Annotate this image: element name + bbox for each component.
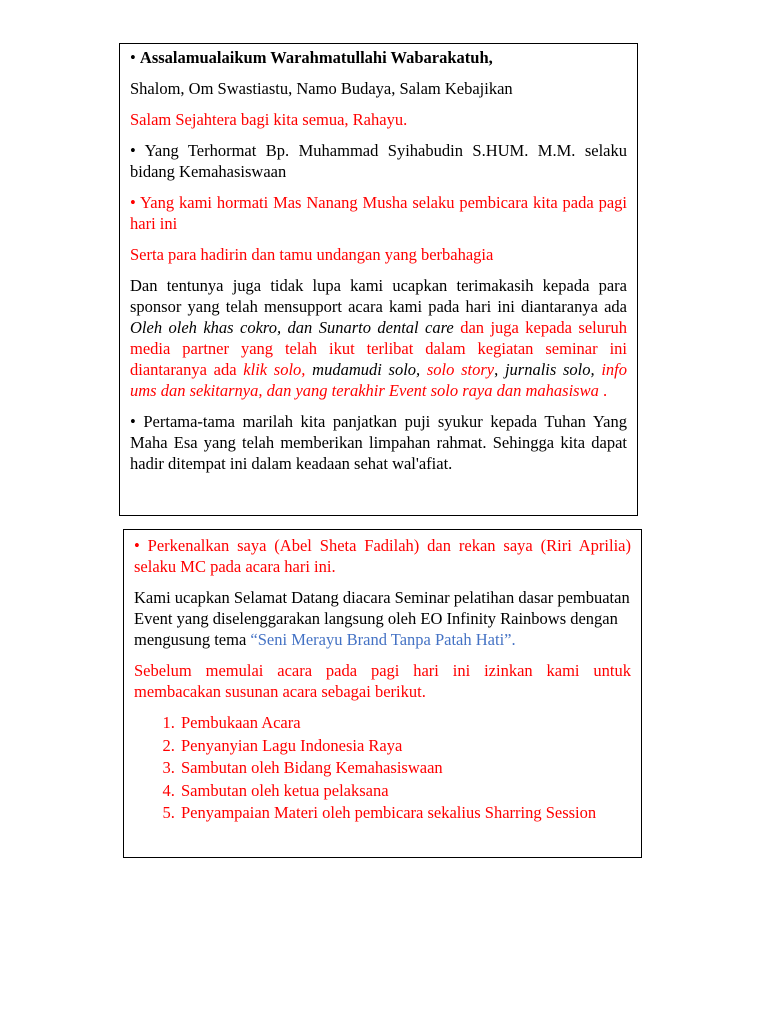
media-partner-klik-solo: klik solo,	[243, 360, 306, 379]
agenda-item: 1. Pembukaan Acara	[179, 712, 631, 733]
slide-box-greetings	[119, 43, 638, 516]
greeting-opening: • Assalamualaikum Warahmatullahi Wabarakatuh,	[130, 48, 493, 67]
greeting-opening-text: Assalamualaikum Warahmatullahi Wabarakatuh,	[139, 48, 493, 67]
media-partner-jurnalis-solo: jurnalis solo,	[504, 360, 595, 379]
gratitude-paragraph: • Pertama-tama marilah kita panjatkan puji syukur kepada Tuhan Yang Maha Esa yang telah memberikan limpahan rahmat. Sehingga kita dapat hadir ditempat ini dalam keadaan sehat wal'afiat.	[130, 412, 627, 473]
event-theme: “Seni Merayu Brand Tanpa Patah Hati”.	[250, 630, 516, 649]
agenda-intro: Sebelum memulai acara pada pagi hari ini izinkan kami untuk membacakan susunan acara sebagai berikut.	[134, 661, 631, 701]
honored-guest-line: • Yang Terhormat Bp. Muhammad Syihabudin S.HUM. M.M. selaku bidang Kemahasiswaan	[130, 141, 627, 181]
sponsor-names: Oleh oleh khas cokro, dan Sunarto dental care	[130, 318, 454, 337]
audience-line: Serta para hadirin dan tamu undangan yang berbahagia	[130, 245, 494, 264]
agenda-item: 4. Sambutan oleh ketua pelaksana	[179, 780, 631, 801]
media-partner-others: info ums dan sekitarnya, dan yang terakhir Event solo raya dan mahasiswa	[130, 360, 628, 400]
media-partner-mudamudi: mudamudi solo,	[305, 360, 421, 379]
greeting-interfaith: Shalom, Om Swastiastu, Namo Budaya, Salam Kebajikan	[130, 79, 513, 98]
media-partner-solo-story: solo story	[420, 360, 495, 379]
speaker-line: • Yang kami hormati Mas Nanang Musha selaku pembicara kita pada pagi hari ini	[130, 193, 627, 233]
sponsor-paragraph: Dan tentunya juga tidak lupa kami ucapkan terimakasih kepada para sponsor yang telah mensupport acara kami pada hari ini diantaranya ada Oleh oleh khas cokro, dan Sunarto dental care dan juga kepada seluruh media partner yang telah ikut terlibat dalam kegiatan seminar ini diantaranya ada klik solo, mudamudi solo, solo story, jurnalis solo, info ums dan sekitarnya, dan yang terakhir Event solo raya dan mahasiswa .	[130, 276, 628, 400]
welcome-paragraph: Kami ucapkan Selamat Datang diacara Seminar pelatihan dasar pembuatan Event yang diselenggarakan langsung oleh EO Infinity Rainbows dengan mengusung tema “Seni Merayu Brand Tanpa Patah Hati”.	[134, 588, 630, 649]
mc-introduction: • Perkenalkan saya (Abel Sheta Fadilah) dan rekan saya (Riri Aprilia) selaku MC pada acara hari ini.	[134, 536, 631, 576]
agenda-item: 5. Penyampaian Materi oleh pembicara sekalius Sharring Session	[179, 802, 631, 823]
slide-box-introduction	[123, 529, 642, 858]
agenda-list	[134, 712, 631, 823]
agenda-item: 3. Sambutan oleh Bidang Kemahasiswaan	[179, 757, 631, 778]
greeting-sejahtera: Salam Sejahtera bagi kita semua, Rahayu.	[130, 110, 408, 129]
agenda-item: 2. Penyanyian Lagu Indonesia Raya	[179, 735, 631, 756]
